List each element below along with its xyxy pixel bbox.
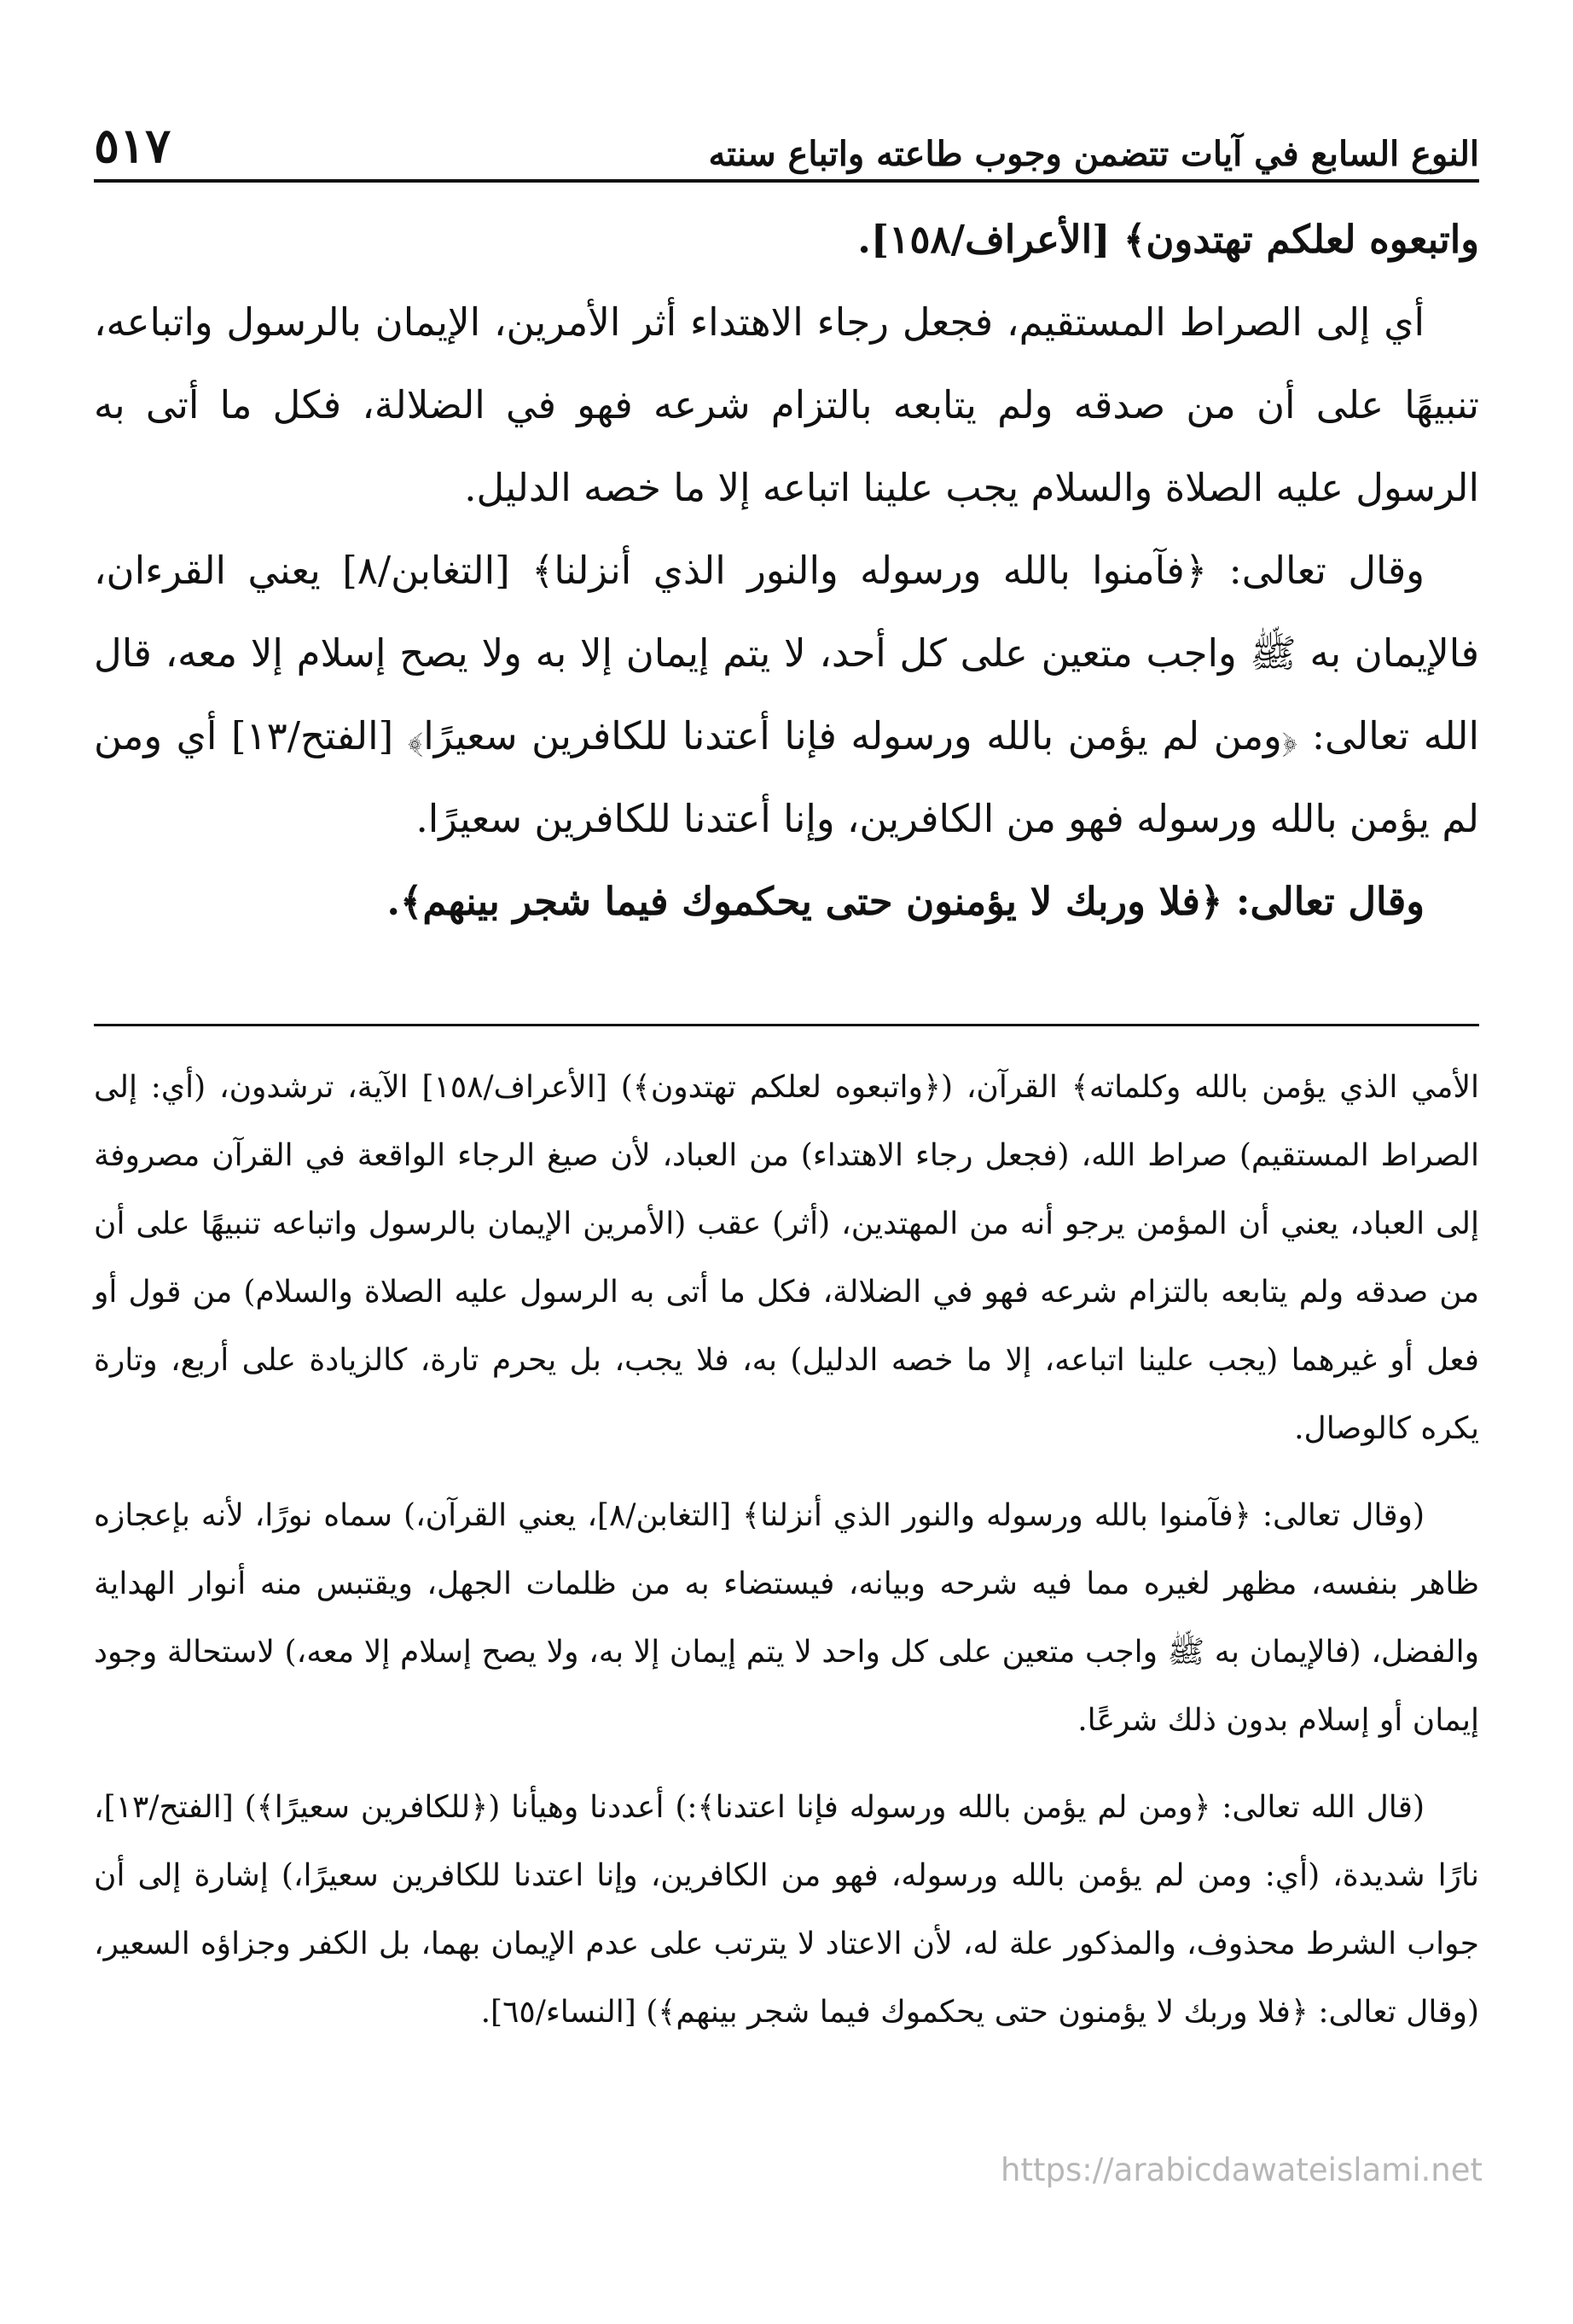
page-header: [94, 101, 1479, 174]
page-number: ٥١٧: [94, 118, 171, 174]
running-title: النوع السابع في آيات تتضمن وجوب طاعته واتباع سنته: [708, 134, 1479, 174]
main-paragraph-1: واتبعوه لعلكم تهتدون﴾ [الأعراف/١٥٨].: [857, 217, 1479, 262]
commentary-paragraph-1: الأمي الذي يؤمن بالله وكلماته﴾ القرآن، (﴿واتبعوه لعلكم تهتدون﴾) [الأعراف/١٥٨] الآية، ترشدون، (أي: إلى الصراط المستقيم) صراط الله، (فجعل رجاء الاهتداء) من العباد، لأن صيغ الرجاء الواقعة في القرآن مصروفة إلى العباد، يعني أن المؤمن يرجو أنه من المهتدين، (أثر) عقب (الأمرين الإيمان بالرسول واتباعه تنبيهًا على أن من صدقه ولم يتابعه بالتزام شرعه فهو في الضلالة، فكل ما أتى به الرسول عليه الصلاة والسلام) من قول أو فعل أو غيرهما (يجب علينا اتباعه، إلا ما خصه الدليل) به، فلا يجب، بل يحرم تارة، كالزيادة على أربع، وتارة يكره كالوصال.: [94, 1070, 1479, 1446]
main-paragraph-3: وقال تعالى: ﴿فآمنوا بالله ورسوله والنور الذي أنزلنا﴾ [التغابن/٨] يعني القرءان، فالإيمان به ﷺ واجب متعين على كل أحد، لا يتم إيمان إلا به ولا يصح إسلام إلا معه، قال الله تعالى: ﴿ومن لم يؤمن بالله ورسوله فإنا أعتدنا للكافرين سعيرًا﴾ [الفتح/١٣] أي ومن لم يؤمن بالله ورسوله فهو من الكافرين، وإنا أعتدنا للكافرين سعيرًا.: [94, 548, 1479, 841]
header-divider: [94, 179, 1479, 183]
commentary-paragraph-3: (قال الله تعالى: ﴿ومن لم يؤمن بالله ورسوله فإنا اعتدنا﴾:) أعددنا وهيأنا (﴿للكافرين سعيرًا﴾) [الفتح/١٣]، نارًا شديدة، (أي: ومن لم يؤمن بالله ورسوله، فهو من الكافرين، وإنا اعتدنا للكافرين سعيرًا،) إشارة إلى أن جواب الشرط محذوف، والمذكور علة له، لأن الاعتاد لا يترتب على عدم الإيمان بهما، بل الكفر وجزاؤه السعير، (وقال تعالى: ﴿فلا وربك لا يؤمنون حتى يحكموك فيما شجر بينهم﴾) [النساء/٦٥].: [94, 1790, 1479, 2030]
main-paragraph-4: وقال تعالى: ﴿فلا وربك لا يؤمنون حتى يحكموك فيما شجر بينهم﴾.: [386, 879, 1425, 924]
commentary-text: [94, 1054, 1479, 2065]
commentary-paragraph-2: (وقال تعالى: ﴿فآمنوا بالله ورسوله والنور الذي أنزلنا﴾ [التغابن/٨]، يعني القرآن،) سماه نورًا، لأنه بإعجازه ظاهر بنفسه، مظهر لغيره مما فيه شرحه وبيانه، فيستضاء به من ظلمات الجهل، ويقتبس منه أنوار الهداية والفضل، (فالإيمان به ﷺ واجب متعين على كل واحد لا يتم إيمان إلا به، ولا يصح إسلام إلا معه،) لاستحالة وجود إيمان أو إسلام بدون ذلك شرعًا.: [94, 1498, 1479, 1738]
main-text: [94, 198, 1479, 943]
footnote-divider: [94, 1024, 1479, 1026]
main-paragraph-2: أي إلى الصراط المستقيم، فجعل رجاء الاهتداء أثر الأمرين، الإيمان بالرسول واتباعه، تنبيهًا على أن من صدقه ولم يتابعه بالتزام شرعه فهو في الضلالة، فكل ما أتى به الرسول عليه الصلاة والسلام يجب علينا اتباعه إلا ما خصه الدليل.: [94, 299, 1479, 510]
watermark-url: https://arabicdawateislami.net: [1001, 2152, 1483, 2188]
